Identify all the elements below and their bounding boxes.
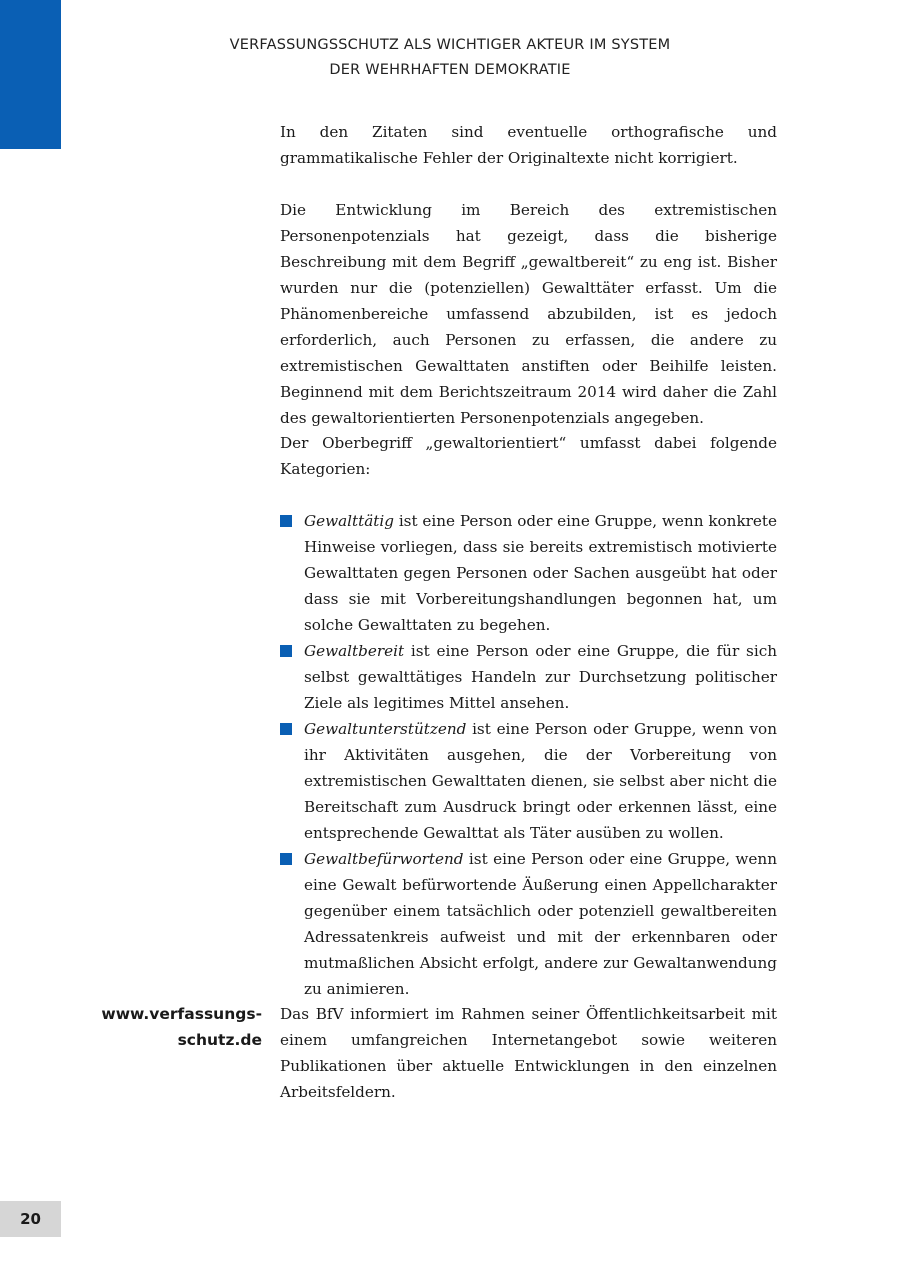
square-bullet-icon [280,645,292,657]
margin-note-line-1: www.verfassungs- [101,1005,262,1023]
chapter-color-tab [0,0,61,149]
square-bullet-icon [280,515,292,527]
category-description: ist eine Person oder eine Gruppe, die für sich selbst gewalttätiges Handeln zur Durchsetzung politischer Ziele als legitimes Mittel ansehen. [304,642,777,712]
page-number: 20 [20,1210,41,1228]
list-item-gewalttaetig [280,508,777,638]
square-bullet-icon [280,853,292,865]
category-description: ist eine Person oder eine Gruppe, wenn eine Gewalt befürwortende Äußerung einen Appellcharakter gegenüber einem tatsächlich oder potenziell gewaltbereiten Adressatenkreis aufweist und mit der erkennbaren oder mutmaßlichen Absicht erfolgt, andere zur Gewaltanwendung zu animieren. [304,850,777,998]
page-number-box [0,1201,61,1237]
paragraph-categories-intro: Der Oberbegriff „gewaltorientiert“ umfasst dabei folgende Kategorien: [280,434,777,478]
list-item-gewaltbereit [280,638,777,716]
category-term: Gewaltbefürwortend [304,850,464,868]
margin-note-website [100,1001,262,1053]
list-item-gewaltunterstuetzend [280,716,777,846]
paragraph-public-relations: Das BfV informiert im Rahmen seiner Öffentlichkeitsarbeit mit einem umfangreichen Internetangebot sowie weiteren Publikationen über aktuelle Entwicklungen in den einzelnen Arbeitsfeldern. [280,1005,777,1101]
category-term: Gewalttätig [304,512,394,530]
category-term: Gewaltunterstützend [304,720,467,738]
category-description: ist eine Person oder eine Gruppe, wenn konkrete Hinweise vorliegen, dass sie bereits extremistisch motivierte Gewalttaten gegen Personen oder Sachen ausgeübt hat oder dass sie mit Vorbereitungshandlungen begonnen hat, um solche Gewalttaten zu begehen. [304,512,777,634]
margin-note-line-2: schutz.de [177,1031,262,1049]
running-header [150,33,750,83]
category-term: Gewaltbereit [304,642,405,660]
category-list [280,508,777,1002]
category-description: ist eine Person oder Gruppe, wenn von ihr Aktivitäten ausgehen, die der Vorbereitung von extremistischen Gewalttaten dienen, sie selbst aber nicht die Bereitschaft zum Ausdruck bringt oder erkennen lässt, eine entsprechende Gewalttat als Täter ausüben zu wollen. [304,720,777,842]
running-header-line-2: DER WEHRHAFTEN DEMOKRATIE [329,62,571,78]
list-item-gewaltbefuerwortend [280,846,777,1002]
running-header-line-1: VERFASSUNGSSCHUTZ ALS WICHTIGER AKTEUR IM SYSTEM [229,37,671,53]
paragraph-development: Die Entwicklung im Bereich des extremistischen Personenpotenzials hat gezeigt, dass die bisherige Beschreibung mit dem Begriff „gewaltbereit“ zu eng ist. Bisher wurden nur die (potenziellen) Gewalttäter erfasst. Um die Phänomenbereiche umfassend abzubilden, ist es jedoch erforderlich, auch Personen zu erfassen, die andere zu extremistischen Gewalttaten anstiften oder Beihilfe leisten. Beginnend mit dem Berichtszeitraum 2014 wird daher die Zahl des gewaltorientierten Personenpotenzials angegeben. [280,201,777,427]
square-bullet-icon [280,723,292,735]
paragraph-citation-note: In den Zitaten sind eventuelle orthografische und grammatikalische Fehler der Originaltexte nicht korrigiert. [280,123,777,167]
